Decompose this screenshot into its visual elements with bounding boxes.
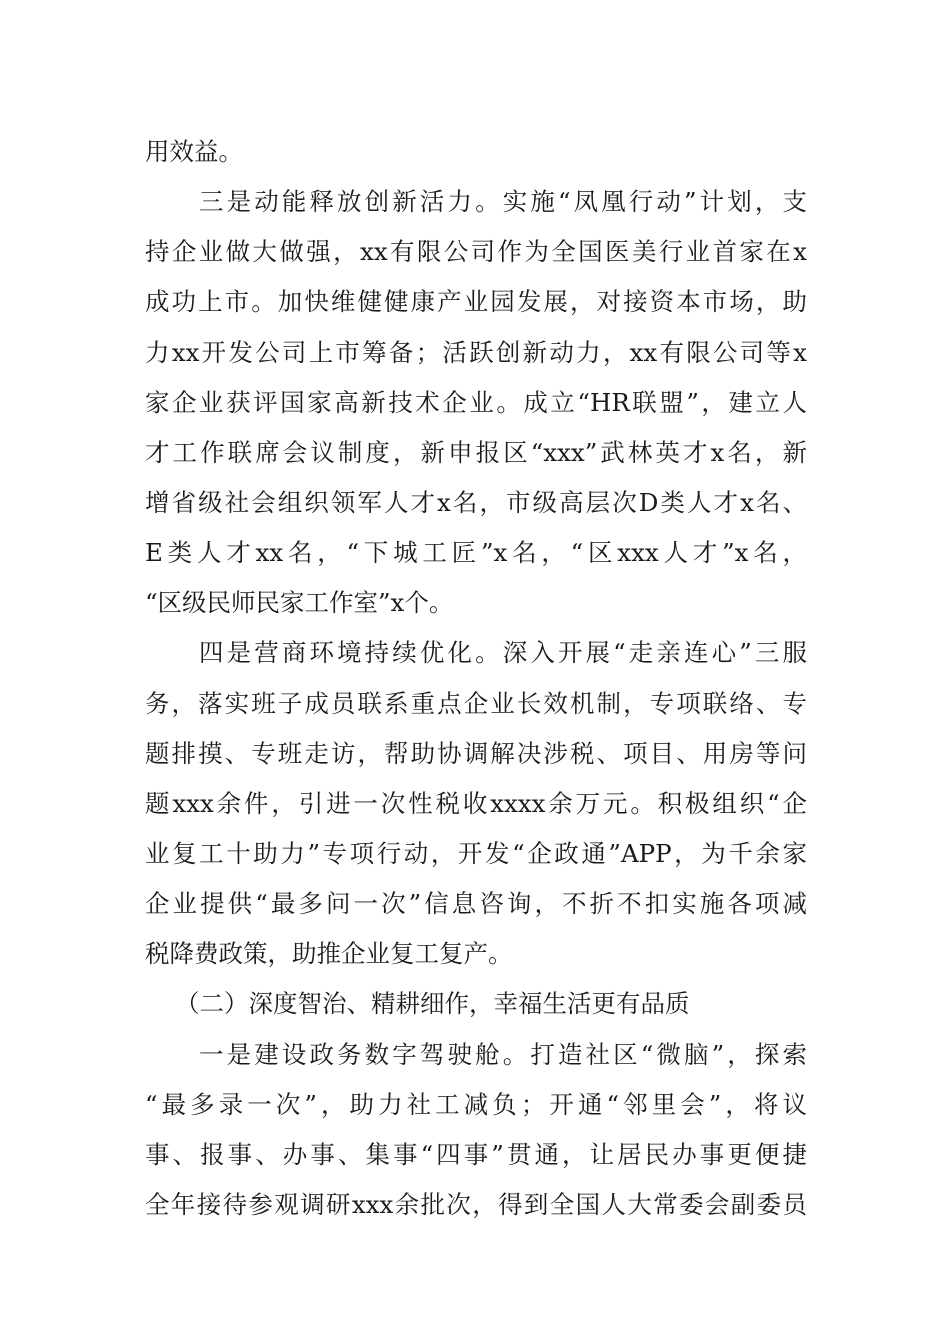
paragraph-line: 增省级社会组织领军人才x名，市级高层次D类人才x名、 <box>145 488 807 517</box>
paragraph-line: 全年接待参观调研xxx余批次，得到全国人大常委会副委员 <box>145 1190 807 1219</box>
paragraph-line: 用效益。 <box>145 137 243 166</box>
paragraph-line: 才工作联席会议制度，新申报区“xxx”武林英才x名，新 <box>145 438 807 467</box>
paragraph-line: 务，落实班子成员联系重点企业长效机制，专项联络、专 <box>145 689 807 718</box>
paragraph-line: 一是建设政务数字驾驶舱。打造社区“微脑”，探索 <box>199 1040 807 1069</box>
paragraph-line: 三是动能释放创新活力。实施“凤凰行动”计划，支 <box>199 187 807 216</box>
paragraph-line: 四是营商环境持续优化。深入开展“走亲连心”三服 <box>199 638 807 667</box>
paragraph-line: E类人才xx名，“下城工匠”x名，“区xxx人才”x名， <box>145 538 807 567</box>
paragraph-line: “区级民师民家工作室”x个。 <box>145 588 454 617</box>
section-heading: （二）深度智治、精耕细作，幸福生活更有品质 <box>175 989 690 1018</box>
paragraph-line: 家企业获评国家高新技术企业。成立“HR联盟”，建立人 <box>145 388 807 417</box>
paragraph-line: 企业提供“最多问一次”信息咨询，不折不扣实施各项减 <box>145 889 807 918</box>
paragraph-line: 题xxx余件，引进一次性税收xxxx余万元。积极组织“企 <box>145 789 807 818</box>
paragraph-line: “最多录一次”，助力社工减负；开通“邻里会”，将议 <box>145 1090 807 1119</box>
paragraph-line: 题排摸、专班走访，帮助协调解决涉税、项目、用房等问 <box>145 739 807 768</box>
paragraph-line: 业复工十助力”专项行动，开发“企政通”APP，为千余家 <box>145 839 807 868</box>
paragraph-line: 力xx开发公司上市筹备；活跃创新动力，xx有限公司等x <box>145 338 807 367</box>
paragraph-line: 税降费政策，助推企业复工复产。 <box>145 939 513 968</box>
paragraph-line: 成功上市。加快维健健康产业园发展，对接资本市场，助 <box>145 287 807 316</box>
paragraph-line: 持企业做大做强，xx有限公司作为全国医美行业首家在x <box>145 237 807 266</box>
paragraph-line: 事、报事、办事、集事“四事”贯通，让居民办事更便捷 <box>145 1140 807 1169</box>
